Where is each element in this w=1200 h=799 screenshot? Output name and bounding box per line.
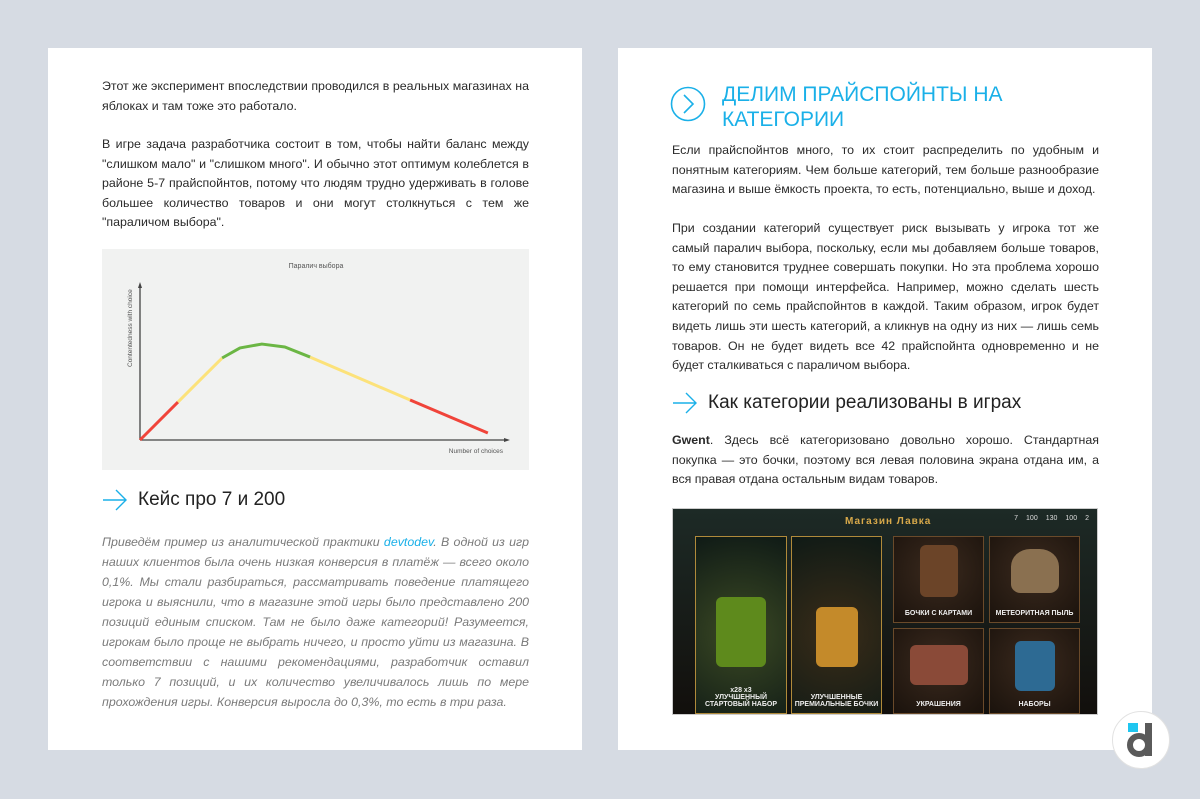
premium-barrels-tile[interactable] (791, 536, 882, 714)
dust-bag-image (1011, 549, 1059, 593)
right-page (618, 48, 1152, 750)
scraps-count: 130 (1045, 515, 1058, 522)
cosmetics-tile[interactable] (893, 628, 984, 714)
subheading-text: Как категории реализованы в играх (708, 392, 1022, 413)
tile-label: УЛУЧШЕННЫЙ СТАРТОВЫЙ НАБОР (704, 694, 778, 708)
tile-label: НАБОРЫ (1018, 701, 1051, 708)
curve-segment-4 (410, 400, 488, 433)
case-text: Приведём пример из аналитической практики (102, 535, 384, 549)
paragraph: В игре задача разработчика состоит в том, чтобы найти баланс между "слишком мало" и "слишком много". И обычно этот оптимум колеблется в районе 5-7 прайспойнтов, потому что людям трудно удерживать в голове большее количество товаров и они могут столкнуться с тем же "параличом выбора". (102, 137, 529, 230)
paragraph: Если прайспойнтов много, то их стоит распределить по удобным и понятным категориям. Чем больше категорий, тем больше разнообразие магазина и выше ёмкость проекта, то есть, потенциально, выше и доход. (672, 143, 1099, 197)
case-paragraph (102, 532, 529, 712)
paragraph: При создании категорий существует риск вызывать у игрока тот же самый паралич выбора, поскольку, если мы добавляем больше товаров, то ему становится труднее совершать покупки. Но эта проблема хорошо решается при помощи интерфейса. Например, можно сделать шесть категорий по семь прайспойнтов в каждой. Таким образом, игрок будет видеть лишь эти шесть категорий, а кликнув на одну из них — лишь семь товаров. Он не будет видеть все 42 прайспойнта одновременно и не будет сталкиваться с параличом выбора. (672, 221, 1099, 373)
case-text: . В одной из игр наших клиентов была очень низкая конверсия в платёж — всего около 0,1%. Мы стали разбираться, рассматривать поведение платящего игрока и выяснили, что в магазине этой игры было представлено 200 позиций единым списком. Там не было даже категорий! Разумеется, игрокам было проще не выбрать ничего, и просто уйти из магазина. В соответствии с нашими рекомендациями, разработчик оставил только 7 позиций, и их количество увеличивалось лишь по мере прохождения игры. Конверсия выросла до 0,3%, то есть в три раза. (102, 535, 529, 709)
barrel-image (816, 607, 858, 667)
x-axis-label: Number of choices (448, 448, 503, 455)
chest-image (910, 645, 968, 685)
bundle-image (716, 597, 766, 667)
arrow-right-icon (102, 488, 128, 512)
gwent-paragraph (672, 431, 1099, 490)
x-axis-arrow (504, 438, 510, 442)
circle-chevron-icon (670, 86, 706, 122)
shop-title: Магазин Лавка (845, 516, 932, 527)
dust-count: 100 (1065, 515, 1078, 522)
card-barrels-tile[interactable] (893, 536, 984, 623)
chart-title: Паралич выбора (288, 263, 344, 270)
paragraph: Этот же эксперимент впоследствии проводился в реальных магазинах на яблоках и там тоже это работало. (102, 79, 529, 113)
section-subheading (672, 391, 1021, 415)
choice-paralysis-chart (102, 249, 529, 470)
curve-segment-0 (140, 402, 178, 440)
gwent-shop-screenshot (672, 508, 1098, 715)
tile-label: МЕТЕОРИТНАЯ ПЫЛЬ (995, 610, 1074, 617)
heading-text: ДЕЛИМ ПРАЙСПОЙНТЫ НА КАТЕГОРИИ (722, 83, 1003, 131)
barrel-image (920, 545, 958, 597)
devtodev-link[interactable]: devtodev (383, 535, 434, 549)
y-axis-label: Contentedness with choice (127, 289, 134, 367)
chart-svg (102, 249, 529, 470)
curve-segment-1 (178, 358, 222, 402)
tile-label: БОЧКИ С КАРТАМИ (904, 610, 973, 617)
bundles-tile[interactable] (989, 628, 1080, 714)
gwent-bold: Gwent (672, 433, 710, 447)
ore-count: 100 (1026, 515, 1038, 522)
heading-text: Кейс про 7 и 200 (138, 489, 286, 510)
section-heading (102, 488, 285, 512)
left-page (48, 48, 582, 750)
bundle-image (1015, 641, 1055, 691)
curve-segment-2 (222, 344, 310, 358)
resource-bar (1014, 515, 1089, 522)
bundle-counts: x28 x3 (730, 687, 752, 694)
starter-bundle-tile[interactable] (695, 536, 787, 714)
devtodev-logo-icon (1113, 712, 1171, 770)
curve-segment-3 (310, 357, 410, 400)
barrels-count: 2 (1085, 515, 1089, 522)
keys-count: 7 (1014, 515, 1019, 522)
y-axis-arrow (138, 282, 142, 288)
devtodev-logo (1112, 711, 1170, 769)
tile-label: УКРАШЕНИЯ (916, 701, 961, 708)
meteorite-dust-tile[interactable] (989, 536, 1080, 623)
tile-label: УЛУЧШЕННЫЕ ПРЕМИАЛЬНЫЕ БОЧКИ (794, 694, 879, 708)
gwent-text: . Здесь всё категоризовано довольно хорошо. Стандартная покупка — это бочки, поэтому вся левая половина экрана отдана им, а вся правая отдана остальным видам товаров. (672, 433, 1099, 487)
curve (140, 344, 488, 440)
arrow-right-icon (672, 391, 698, 415)
main-heading (670, 82, 1050, 132)
